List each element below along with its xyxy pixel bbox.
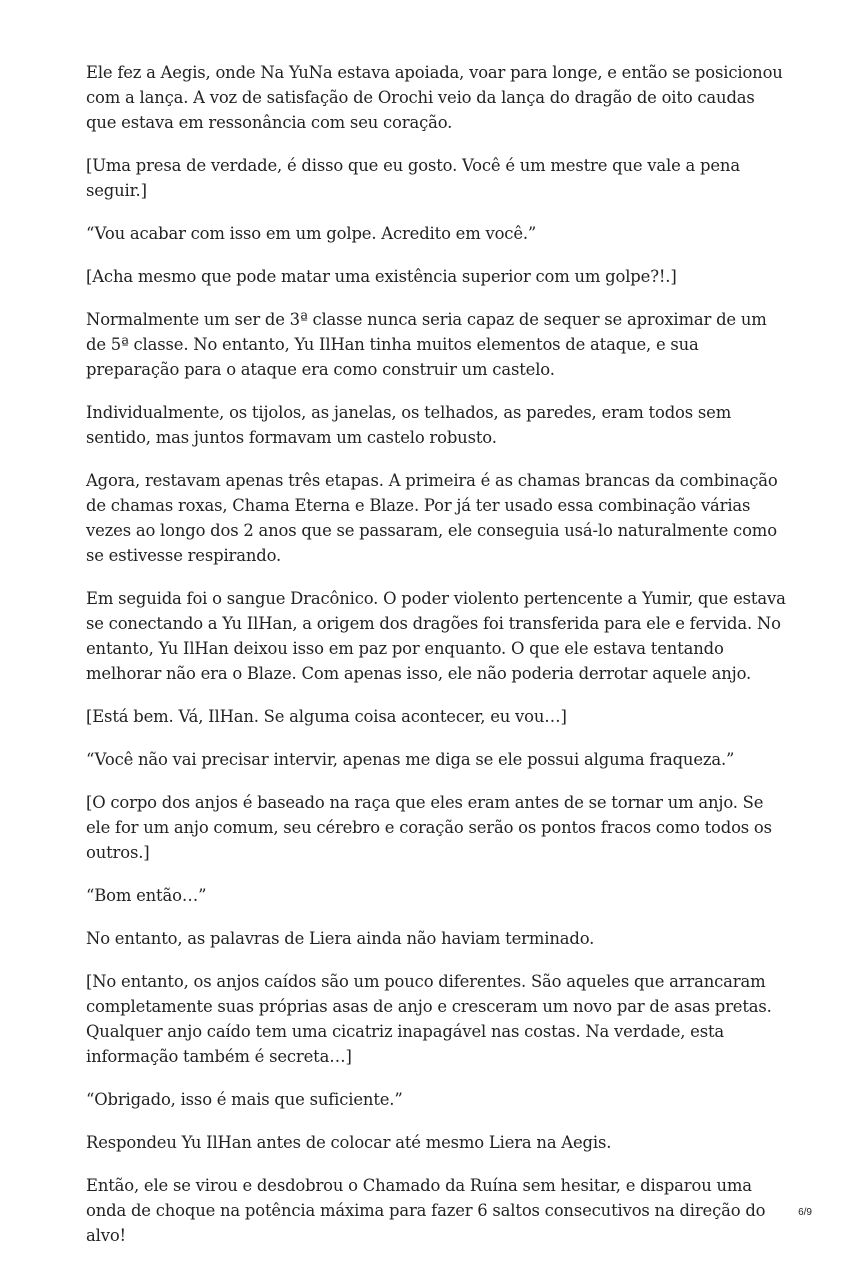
page-number: 6/9 [798,1207,812,1218]
paragraph: “Obrigado, isso é mais que suficiente.” [86,1090,403,1109]
paragraph: Individualmente, os tijolos, as janelas, os telhados, as paredes, eram todos sem sentido, mas juntos formavam um castelo robusto. [86,403,732,447]
paragraph: Respondeu Yu IlHan antes de colocar até mesmo Liera na Aegis. [86,1133,612,1152]
paragraph: [Está bem. Vá, IlHan. Se alguma coisa acontecer, eu vou…] [86,707,567,726]
paragraph: No entanto, as palavras de Liera ainda não haviam terminado. [86,929,595,948]
paragraph: [Acha mesmo que pode matar uma existência superior com um golpe?!.] [86,267,677,286]
paragraph: Ele fez a Aegis, onde Na YuNa estava apoiada, voar para longe, e então se posicionou com a lança. A voz de satisfação de Orochi veio da lança do dragão de oito caudas que estava em ressonância com seu coração. [86,63,783,132]
paragraph: [Uma presa de verdade, é disso que eu gosto. Você é um mestre que vale a pena seguir.] [86,156,740,200]
paragraph: [No entanto, os anjos caídos são um pouco diferentes. São aqueles que arrancaram completamente suas próprias asas de anjo e cresceram um novo par de asas pretas. Qualquer anjo caído tem uma cicatriz inapagável nas costas. Na verdade, esta informação também é secreta…] [86,972,772,1066]
paragraph: Então, ele se virou e desdobrou o Chamado da Ruína sem hesitar, e disparou uma onda de choque na potência máxima para fazer 6 saltos consecutivos na direção do alvo! [86,1176,766,1245]
paragraph: “Vou acabar com isso em um golpe. Acredito em você.” [86,224,537,243]
paragraph: [O corpo dos anjos é baseado na raça que eles eram antes de se tornar um anjo. Se ele for um anjo comum, seu cérebro e coração serão os pontos fracos como todos os outros.] [86,793,772,862]
paragraph: “Bom então…” [86,886,207,905]
document-body [86,60,786,1266]
paragraph: Em seguida foi o sangue Dracônico. O poder violento pertencente a Yumir, que estava se conectando a Yu IlHan, a origem dos dragões foi transferida para ele e fervida. No entanto, Yu IlHan deixou isso em paz por enquanto. O que ele estava tentando melhorar não era o Blaze. Com apenas isso, ele não poderia derrotar aquele anjo. [86,589,786,683]
paragraph: Normalmente um ser de 3ª classe nunca seria capaz de sequer se aproximar de um de 5ª classe. No entanto, Yu IlHan tinha muitos elementos de ataque, e sua preparação para o ataque era como construir um castelo. [86,310,767,379]
paragraph: “Você não vai precisar intervir, apenas me diga se ele possui alguma fraqueza.” [86,750,735,769]
paragraph: Agora, restavam apenas três etapas. A primeira é as chamas brancas da combinação de chamas roxas, Chama Eterna e Blaze. Por já ter usado essa combinação várias vezes ao longo dos 2 anos que se passaram, ele conseguia usá-lo naturalmente como se estivesse respirando. [86,471,778,565]
